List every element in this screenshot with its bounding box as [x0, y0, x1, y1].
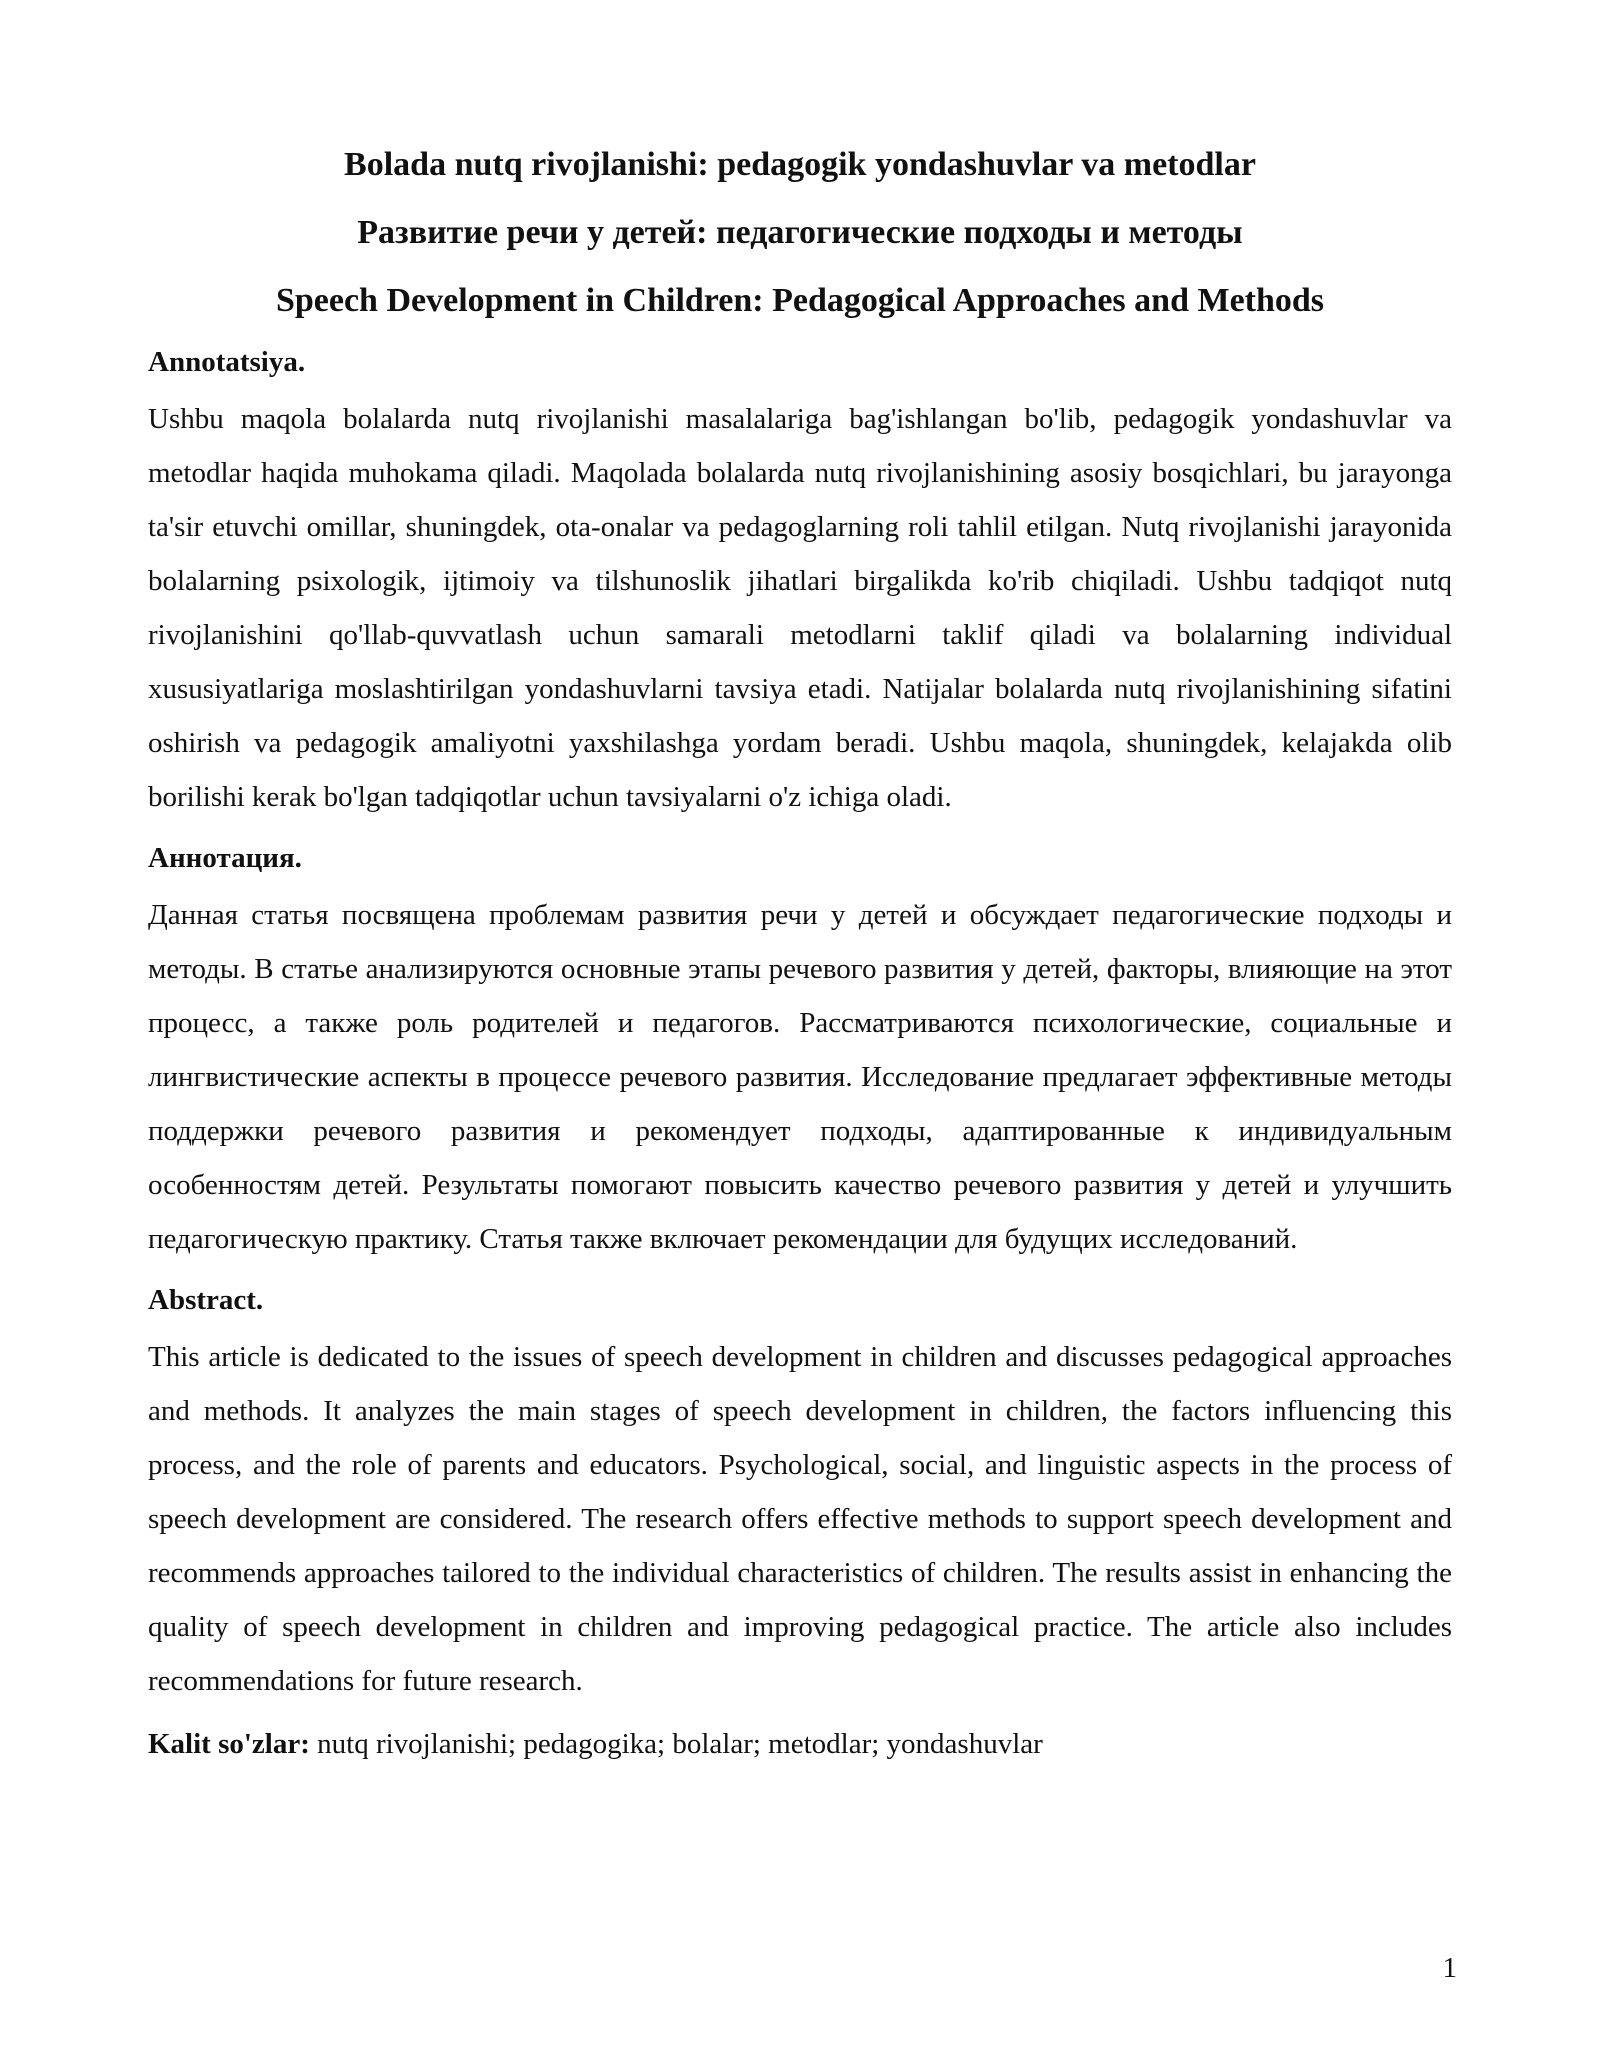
abstract-uz-section	[148, 342, 1452, 824]
abstract-uz-text: Ushbu maqola bolalarda nutq rivojlanishi masalalariga bag'ishlangan bo'lib, pedagogik yondashuvlar va metodlar haqida muhokama qiladi. Maqolada bolalarda nutq rivojlanishining asosiy bosqichlari, bu jarayonga ta'sir etuvchi omillar, shuningdek, ota-onalar va pedagoglarning roli tahlil etilgan. Nutq rivojlanishi jarayonida bolalarning psixologik, ijtimoiy va tilshunoslik jihatlari birgalikda ko'rib chiqiladi. Ushbu tadqiqot nutq rivojlanishini qo'llab-quvvatlash uchun samarali metodlarni taklif qiladi va bolalarning individual xususiyatlariga moslashtirilgan yondashuvlarni tavsiya etadi. Natijalar bolalarda nutq rivojlanishining sifatini oshirish va pedagogik amaliyotni yaxshilashga yordam beradi. Ushbu maqola, shuningdek, kelajakda olib borilishi kerak bo'lgan tadqiqotlar uchun tavsiyalarni o'z ichiga oladi.	[148, 403, 1452, 813]
abstract-en-heading: Abstract.	[148, 1284, 264, 1316]
title-uz: Bolada nutq rivojlanishi: pedagogik yondashuvlar va metodlar	[344, 146, 1256, 183]
page-number: 1	[1442, 1952, 1457, 1984]
keywords-line	[148, 1722, 1452, 1766]
keywords-text: nutq rivojlanishi; pedagogika; bolalar; metodlar; yondashuvlar	[309, 1728, 1043, 1760]
abstract-uz-heading: Annotatsiya.	[148, 346, 306, 378]
title-ru: Развитие речи у детей: педагогические подходы и методы	[357, 214, 1243, 251]
abstract-ru-heading: Аннотация.	[148, 842, 302, 874]
abstract-ru-text: Данная статья посвящена проблемам развития речи у детей и обсуждает педагогические подходы и методы. В статье анализируются основные этапы речевого развития у детей, факторы, влияющие на этот процесс, а также роль родителей и педагогов. Рассматриваются психологические, социальные и лингвистические аспекты в процессе речевого развития. Исследование предлагает эффективные методы поддержки речевого развития и рекомендует подходы, адаптированные к индивидуальным особенностям детей. Результаты помогают повысить качество речевого развития у детей и улучшить педагогическую практику. Статья также включает рекомендации для будущих исследований.	[148, 899, 1452, 1255]
abstract-en-text: This article is dedicated to the issues of speech development in children and discusses pedagogical approaches and methods. It analyzes the main stages of speech development in children, the factors influencing this process, and the role of parents and educators. Psychological, social, and linguistic aspects in the process of speech development are considered. The research offers effective methods to support speech development and recommends approaches tailored to the individual characteristics of children. The results assist in enhancing the quality of speech development in children and improving pedagogical practice. The article also includes recommendations for future research.	[148, 1341, 1452, 1697]
title-en: Speech Development in Children: Pedagogical Approaches and Methods	[275, 282, 1325, 319]
keywords-label: Kalit so'zlar:	[148, 1728, 310, 1760]
abstract-en-section	[148, 1280, 1452, 1708]
abstract-ru-section	[148, 838, 1452, 1266]
document-page	[148, 142, 1452, 1766]
